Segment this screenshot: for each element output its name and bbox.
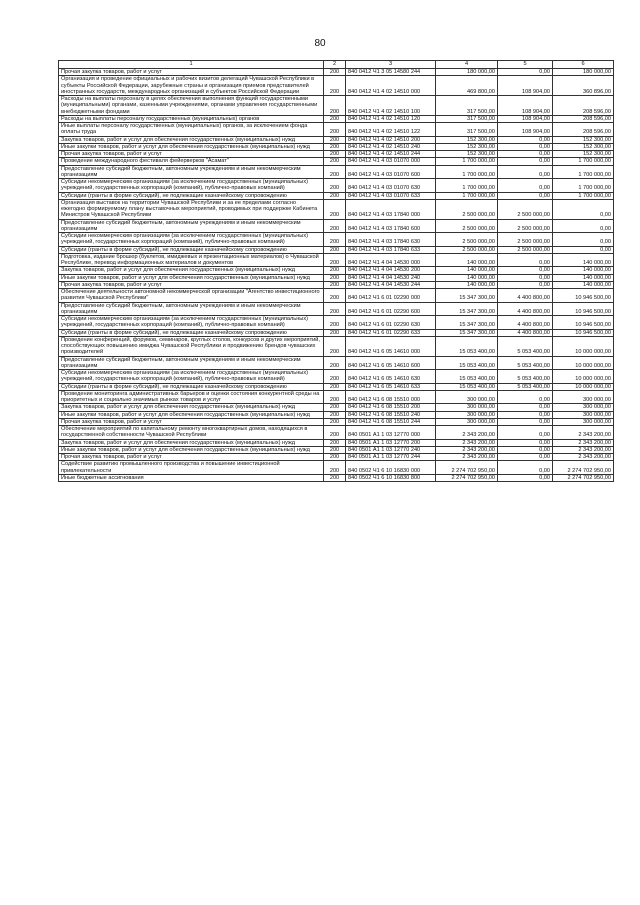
row-name: Прочая закупка товаров, работ и услуг — [59, 454, 324, 461]
row-amount-result: 208 596,00 — [553, 96, 614, 116]
row-amount-change: 2 500 000,00 — [498, 233, 553, 247]
row-amount-total: 1 700 000,00 — [436, 192, 498, 199]
row-amount-total: 2 500 000,00 — [436, 219, 498, 233]
row-amount-change: 0,00 — [498, 136, 553, 143]
row-name: Прочая закупка товаров, работ и услуг — [59, 418, 324, 425]
row-amount-change: 0,00 — [498, 192, 553, 199]
row-code: 200 — [324, 302, 346, 316]
table-row — [59, 143, 614, 150]
column-number-row — [59, 61, 614, 69]
row-amount-change: 108 904,00 — [498, 123, 553, 137]
row-name: Предоставление субсидий бюджетным, автономным учреждениям и иным некоммерческим организациям — [59, 302, 324, 316]
row-code: 200 — [324, 233, 346, 247]
row-classification: 840 0501 А1 1 03 12770 200 — [346, 439, 436, 446]
row-amount-change: 0,00 — [498, 151, 553, 158]
row-amount-total: 300 000,00 — [436, 411, 498, 418]
table-row — [59, 158, 614, 165]
row-code: 200 — [324, 69, 346, 76]
row-name: Закупка товаров, работ и услуг для обеспечения государственных (муниципальных) нужд — [59, 404, 324, 411]
table-body — [59, 61, 614, 482]
row-amount-change: 0,00 — [498, 179, 553, 193]
row-classification: 840 0412 Ч1 4 03 17840 630 — [346, 233, 436, 247]
row-amount-total: 15 347 300,00 — [436, 302, 498, 316]
row-amount-change: 0,00 — [498, 253, 553, 267]
row-amount-total: 469 800,00 — [436, 76, 498, 96]
row-amount-total: 300 000,00 — [436, 418, 498, 425]
row-classification: 840 0412 Ч1 4 02 14510 240 — [346, 143, 436, 150]
table-row — [59, 123, 614, 137]
table-row — [59, 165, 614, 179]
row-amount-change: 0,00 — [498, 439, 553, 446]
table-row — [59, 253, 614, 267]
row-amount-total: 300 000,00 — [436, 404, 498, 411]
row-amount-total: 317 500,00 — [436, 123, 498, 137]
row-code: 200 — [324, 158, 346, 165]
row-code: 200 — [324, 274, 346, 281]
row-amount-result: 10 000 000,00 — [553, 370, 614, 384]
row-amount-change: 0,00 — [498, 454, 553, 461]
row-code: 200 — [324, 316, 346, 330]
row-name: Субсидии (гранты в форме субсидий), не подлежащие казначейскому сопровождению — [59, 192, 324, 199]
row-amount-change: 5 053 400,00 — [498, 356, 553, 370]
row-code: 200 — [324, 370, 346, 384]
row-amount-change: 0,00 — [498, 411, 553, 418]
row-amount-result: 10 000 000,00 — [553, 336, 614, 356]
row-amount-total: 317 500,00 — [436, 115, 498, 122]
row-amount-change: 2 500 000,00 — [498, 199, 553, 219]
row-classification: 840 0501 А1 1 03 12770 000 — [346, 426, 436, 440]
row-amount-result: 140 000,00 — [553, 281, 614, 288]
table-row — [59, 316, 614, 330]
table-row — [59, 96, 614, 116]
row-name: Предоставление субсидий бюджетным, автономным учреждениям и иным некоммерческим организациям — [59, 356, 324, 370]
row-classification: 840 0412 Ч1 6 05 14610 000 — [346, 336, 436, 356]
row-classification: 840 0412 Ч1 6 01 02290 600 — [346, 302, 436, 316]
row-code: 200 — [324, 179, 346, 193]
row-code: 200 — [324, 219, 346, 233]
row-classification: 840 0412 Ч1 4 02 14510 244 — [346, 151, 436, 158]
row-code: 200 — [324, 267, 346, 274]
row-classification: 840 0412 Ч1 6 05 14610 633 — [346, 383, 436, 390]
row-name: Предоставление субсидий бюджетным, автономным учреждениям и иным некоммерческим организациям — [59, 165, 324, 179]
row-name: Организация выставок на территории Чувашской Республики и за ее пределами согласно ежегодно формируемому плану выставочных мероприятий, проводимых при поддержке Кабинета Министров Чувашской Республики — [59, 199, 324, 219]
row-amount-change: 0,00 — [498, 165, 553, 179]
row-code: 200 — [324, 123, 346, 137]
row-amount-total: 2 343 200,00 — [436, 439, 498, 446]
row-amount-result: 300 000,00 — [553, 404, 614, 411]
column-number: 4 — [436, 61, 498, 69]
row-amount-result: 152 300,00 — [553, 151, 614, 158]
row-amount-total: 1 700 000,00 — [436, 165, 498, 179]
row-amount-change: 0,00 — [498, 446, 553, 453]
row-amount-result: 10 946 500,00 — [553, 316, 614, 330]
row-amount-total: 1 700 000,00 — [436, 158, 498, 165]
row-amount-change: 4 400 800,00 — [498, 316, 553, 330]
row-name: Иные бюджетные ассигнования — [59, 474, 324, 481]
row-amount-total: 15 347 300,00 — [436, 329, 498, 336]
row-classification: 840 0412 Ч1 6 08 15510 200 — [346, 404, 436, 411]
row-name: Закупка товаров, работ и услуг для обеспечения государственных (муниципальных) нужд — [59, 439, 324, 446]
row-classification: 840 0412 Ч1 6 01 02290 000 — [346, 289, 436, 303]
row-code: 200 — [324, 418, 346, 425]
table-row — [59, 474, 614, 481]
row-amount-result: 1 700 000,00 — [553, 158, 614, 165]
row-classification: 840 0502 Ч1 6 10 16830 800 — [346, 474, 436, 481]
table-row — [59, 336, 614, 356]
row-amount-change: 108 904,00 — [498, 96, 553, 116]
table-row — [59, 411, 614, 418]
table-row — [59, 418, 614, 425]
row-amount-result: 1 700 000,00 — [553, 179, 614, 193]
row-code: 200 — [324, 439, 346, 446]
row-code: 200 — [324, 329, 346, 336]
row-code: 200 — [324, 411, 346, 418]
row-classification: 840 0412 Ч1 6 08 15510 244 — [346, 418, 436, 425]
row-amount-result: 152 300,00 — [553, 143, 614, 150]
row-name: Иные закупки товаров, работ и услуг для обеспечения государственных (муниципальных) нужд — [59, 411, 324, 418]
row-classification: 840 0412 Ч1 6 05 14610 600 — [346, 356, 436, 370]
row-amount-change: 108 904,00 — [498, 76, 553, 96]
row-amount-total: 300 000,00 — [436, 390, 498, 404]
row-amount-result: 2 343 200,00 — [553, 446, 614, 453]
row-name: Проведение конференций, форумов, семинаров, круглых столов, конкурсов и других мероприятий, способствующих повышению имиджа Чувашской Республики и продвижению брендов чувашских производителей — [59, 336, 324, 356]
row-amount-total: 140 000,00 — [436, 274, 498, 281]
row-amount-result: 140 000,00 — [553, 267, 614, 274]
row-amount-change: 4 400 800,00 — [498, 289, 553, 303]
row-classification: 840 0412 Ч1 6 01 02290 633 — [346, 329, 436, 336]
row-code: 200 — [324, 454, 346, 461]
row-name: Подготовка, издание брошюр (буклетов, имиджевых и презентационных материалов) о Чувашской Республике, перевод информационных материалов и документов — [59, 253, 324, 267]
row-amount-total: 152 300,00 — [436, 151, 498, 158]
row-code: 200 — [324, 165, 346, 179]
row-amount-change: 5 053 400,00 — [498, 370, 553, 384]
row-classification: 840 0502 Ч1 6 10 16830 000 — [346, 461, 436, 475]
row-amount-result: 208 596,00 — [553, 115, 614, 122]
row-amount-result: 2 343 200,00 — [553, 426, 614, 440]
table-row — [59, 267, 614, 274]
table-row — [59, 151, 614, 158]
row-name: Субсидии некоммерческим организациям (за исключением государственных (муниципальных) учреждений, государственных корпораций (компаний), публично-правовых компаний) — [59, 316, 324, 330]
row-code: 200 — [324, 474, 346, 481]
table-row — [59, 329, 614, 336]
row-amount-result: 10 000 000,00 — [553, 356, 614, 370]
page-number: 80 — [314, 38, 326, 49]
row-name: Предоставление субсидий бюджетным, автономным учреждениям и иным некоммерческим организациям — [59, 219, 324, 233]
column-number: 5 — [498, 61, 553, 69]
row-amount-result: 0,00 — [553, 199, 614, 219]
row-amount-change: 0,00 — [498, 426, 553, 440]
row-amount-total: 2 500 000,00 — [436, 199, 498, 219]
row-name: Прочая закупка товаров, работ и услуг — [59, 151, 324, 158]
row-amount-result: 10 946 500,00 — [553, 289, 614, 303]
row-code: 200 — [324, 383, 346, 390]
row-name: Прочая закупка товаров, работ и услуг — [59, 69, 324, 76]
row-amount-total: 140 000,00 — [436, 281, 498, 288]
row-amount-result: 300 000,00 — [553, 390, 614, 404]
table-row — [59, 192, 614, 199]
row-amount-change: 5 053 400,00 — [498, 336, 553, 356]
row-amount-total: 2 500 000,00 — [436, 233, 498, 247]
row-amount-change: 5 053 400,00 — [498, 383, 553, 390]
row-name: Закупка товаров, работ и услуг для обеспечения государственных (муниципальных) нужд — [59, 136, 324, 143]
row-amount-change: 0,00 — [498, 143, 553, 150]
row-amount-result: 2 274 702 950,00 — [553, 461, 614, 475]
row-amount-change: 0,00 — [498, 274, 553, 281]
row-name: Иные закупки товаров, работ и услуг для обеспечения государственных (муниципальных) нужд — [59, 274, 324, 281]
row-name: Проведение международного фестиваля фейерверков "Асамат" — [59, 158, 324, 165]
row-classification: 840 0412 Ч1 4 02 14510 122 — [346, 123, 436, 137]
row-code: 200 — [324, 192, 346, 199]
row-classification: 840 0412 Ч1 6 08 15510 240 — [346, 411, 436, 418]
row-name: Содействие развитию промышленного производства и повышение инвестиционной привлекательности — [59, 461, 324, 475]
row-classification: 840 0412 Ч1 4 04 14530 240 — [346, 274, 436, 281]
row-name: Расходы на выплаты персоналу в целях обеспечения выполнения функций государственными (муниципальными) органами, казенными учреждениями, органами управления государственными внебюджетными фондами — [59, 96, 324, 116]
row-amount-result: 0,00 — [553, 246, 614, 253]
row-classification: 840 0412 Ч1 4 02 14510 200 — [346, 136, 436, 143]
row-classification: 840 0412 Ч1 4 04 14530 200 — [346, 267, 436, 274]
row-name: Субсидии некоммерческим организациям (за исключением государственных (муниципальных) учреждений, государственных корпораций (компаний), публично-правовых компаний) — [59, 233, 324, 247]
table-row — [59, 199, 614, 219]
row-name: Расходы на выплаты персоналу государственных (муниципальных) органов — [59, 115, 324, 122]
row-amount-change: 0,00 — [498, 281, 553, 288]
row-classification: 840 0412 Ч1 3 05 14580 244 — [346, 69, 436, 76]
row-amount-total: 2 343 200,00 — [436, 446, 498, 453]
row-amount-result: 10 000 000,00 — [553, 383, 614, 390]
row-amount-result: 360 896,00 — [553, 76, 614, 96]
row-amount-total: 15 053 400,00 — [436, 336, 498, 356]
row-classification: 840 0412 Ч1 4 02 14510 100 — [346, 96, 436, 116]
column-number: 3 — [346, 61, 436, 69]
row-amount-change: 0,00 — [498, 474, 553, 481]
row-code: 200 — [324, 143, 346, 150]
table-row — [59, 454, 614, 461]
row-amount-total: 15 053 400,00 — [436, 370, 498, 384]
table-row — [59, 302, 614, 316]
table-row — [59, 219, 614, 233]
row-amount-total: 2 274 702 950,00 — [436, 461, 498, 475]
row-amount-total: 140 000,00 — [436, 253, 498, 267]
table-row — [59, 274, 614, 281]
row-amount-result: 180 000,00 — [553, 69, 614, 76]
table-row — [59, 233, 614, 247]
row-code: 200 — [324, 115, 346, 122]
row-classification: 840 0501 А1 1 03 12770 240 — [346, 446, 436, 453]
table-row — [59, 289, 614, 303]
row-code: 200 — [324, 289, 346, 303]
row-amount-total: 1 700 000,00 — [436, 179, 498, 193]
row-code: 200 — [324, 404, 346, 411]
row-classification: 840 0412 Ч1 4 02 14510 120 — [346, 115, 436, 122]
row-amount-change: 0,00 — [498, 267, 553, 274]
row-code: 200 — [324, 446, 346, 453]
row-amount-result: 300 000,00 — [553, 411, 614, 418]
table-row — [59, 115, 614, 122]
row-amount-total: 2 500 000,00 — [436, 246, 498, 253]
table-row — [59, 461, 614, 475]
row-name: Закупка товаров, работ и услуг для обеспечения государственных (муниципальных) нужд — [59, 267, 324, 274]
table-row — [59, 390, 614, 404]
row-amount-total: 317 500,00 — [436, 96, 498, 116]
row-amount-result: 0,00 — [553, 233, 614, 247]
row-amount-total: 2 343 200,00 — [436, 454, 498, 461]
row-name: Иные закупки товаров, работ и услуг для обеспечения государственных (муниципальных) нужд — [59, 143, 324, 150]
row-name: Субсидии (гранты в форме субсидий), не подлежащие казначейскому сопровождению — [59, 329, 324, 336]
row-amount-total: 2 274 702 950,00 — [436, 474, 498, 481]
row-classification: 840 0412 Ч1 6 05 14610 630 — [346, 370, 436, 384]
row-amount-change: 0,00 — [498, 418, 553, 425]
row-amount-result: 1 700 000,00 — [553, 165, 614, 179]
row-code: 200 — [324, 390, 346, 404]
row-name: Организация и проведение официальных и рабочих визитов делегаций Чувашской Республики в субъекты Российской Федерации, зарубежные страны и организация приемов представителей иностранных государств, международных организаций и субъектов Российской Федерации — [59, 76, 324, 96]
row-classification: 840 0412 Ч1 4 04 14530 244 — [346, 281, 436, 288]
row-code: 200 — [324, 253, 346, 267]
table-row — [59, 383, 614, 390]
column-number: 1 — [59, 61, 324, 69]
table-row — [59, 356, 614, 370]
column-number: 6 — [553, 61, 614, 69]
row-code: 200 — [324, 426, 346, 440]
row-code: 200 — [324, 246, 346, 253]
row-amount-total: 152 300,00 — [436, 143, 498, 150]
column-number: 2 — [324, 61, 346, 69]
row-classification: 840 0412 Ч1 6 08 15510 000 — [346, 390, 436, 404]
row-amount-result: 2 343 200,00 — [553, 439, 614, 446]
row-amount-result: 10 946 500,00 — [553, 302, 614, 316]
table-row — [59, 439, 614, 446]
table-row — [59, 76, 614, 96]
table-row — [59, 136, 614, 143]
row-amount-change: 0,00 — [498, 404, 553, 411]
row-amount-change: 0,00 — [498, 158, 553, 165]
row-name: Иные закупки товаров, работ и услуг для обеспечения государственных (муниципальных) нужд — [59, 446, 324, 453]
row-name: Прочая закупка товаров, работ и услуг — [59, 281, 324, 288]
table-row — [59, 404, 614, 411]
row-code: 200 — [324, 96, 346, 116]
row-code: 200 — [324, 76, 346, 96]
row-classification: 840 0412 Ч1 6 01 02290 630 — [346, 316, 436, 330]
row-classification: 840 0412 Ч1 4 03 01070 000 — [346, 158, 436, 165]
row-classification: 840 0412 Ч1 4 04 14530 000 — [346, 253, 436, 267]
row-amount-change: 4 400 800,00 — [498, 302, 553, 316]
row-code: 200 — [324, 461, 346, 475]
row-classification: 840 0501 А1 1 03 12770 244 — [346, 454, 436, 461]
row-amount-change: 0,00 — [498, 69, 553, 76]
row-name: Субсидии (гранты в форме субсидий), не подлежащие казначейскому сопровождению — [59, 246, 324, 253]
row-classification: 840 0412 Ч1 4 03 17840 600 — [346, 219, 436, 233]
row-amount-change: 108 904,00 — [498, 115, 553, 122]
row-amount-result: 2 274 702 950,00 — [553, 474, 614, 481]
row-name: Субсидии (гранты в форме субсидий), не подлежащие казначейскому сопровождению — [59, 383, 324, 390]
row-classification: 840 0412 Ч1 4 02 14510 000 — [346, 76, 436, 96]
row-amount-result: 140 000,00 — [553, 253, 614, 267]
row-amount-result: 152 300,00 — [553, 136, 614, 143]
row-classification: 840 0412 Ч1 4 03 17840 000 — [346, 199, 436, 219]
row-amount-total: 15 053 400,00 — [436, 356, 498, 370]
row-amount-result: 208 596,00 — [553, 123, 614, 137]
row-amount-result: 300 000,00 — [553, 418, 614, 425]
row-name: Иные выплаты персоналу государственных (муниципальных) органов, за исключением фонда оплаты труда — [59, 123, 324, 137]
row-amount-total: 15 347 300,00 — [436, 289, 498, 303]
row-name: Проведение мониторинга административных барьеров и оценки состояния конкурентной среды на приоритетных и социально значимых рынках товаров и услуг — [59, 390, 324, 404]
row-amount-change: 0,00 — [498, 461, 553, 475]
table-row — [59, 69, 614, 76]
row-amount-result: 10 946 500,00 — [553, 329, 614, 336]
row-amount-total: 140 000,00 — [436, 267, 498, 274]
table-row — [59, 281, 614, 288]
row-amount-change: 2 500 000,00 — [498, 246, 553, 253]
budget-table — [58, 60, 614, 482]
row-amount-total: 152 300,00 — [436, 136, 498, 143]
row-amount-result: 1 700 000,00 — [553, 192, 614, 199]
row-code: 200 — [324, 136, 346, 143]
row-amount-change: 0,00 — [498, 390, 553, 404]
table-row — [59, 370, 614, 384]
row-code: 200 — [324, 281, 346, 288]
row-amount-total: 15 347 300,00 — [436, 316, 498, 330]
row-code: 200 — [324, 336, 346, 356]
table-row — [59, 246, 614, 253]
row-classification: 840 0412 Ч1 4 03 01070 600 — [346, 165, 436, 179]
row-amount-total: 2 343 200,00 — [436, 426, 498, 440]
row-name: Обеспечение деятельности автономной некоммерческой организации "Агентство инвестиционного развития Чувашской Республики" — [59, 289, 324, 303]
row-amount-total: 180 000,00 — [436, 69, 498, 76]
row-name: Обеспечение мероприятий по капитальному ремонту многоквартирных домов, находящихся в государственной собственности Чувашской Республики — [59, 426, 324, 440]
row-amount-total: 15 053 400,00 — [436, 383, 498, 390]
row-amount-result: 2 343 200,00 — [553, 454, 614, 461]
row-name: Субсидии некоммерческим организациям (за исключением государственных (муниципальных) учреждений, государственных корпораций (компаний), публично-правовых компаний) — [59, 370, 324, 384]
row-classification: 840 0412 Ч1 4 03 17840 633 — [346, 246, 436, 253]
row-name: Субсидии некоммерческим организациям (за исключением государственных (муниципальных) учреждений, государственных корпораций (компаний), публично-правовых компаний) — [59, 179, 324, 193]
row-code: 200 — [324, 199, 346, 219]
table-row — [59, 179, 614, 193]
row-code: 200 — [324, 356, 346, 370]
row-amount-result: 140 000,00 — [553, 274, 614, 281]
row-amount-change: 2 500 000,00 — [498, 219, 553, 233]
row-classification: 840 0412 Ч1 4 03 01070 630 — [346, 179, 436, 193]
row-amount-result: 0,00 — [553, 219, 614, 233]
table-row — [59, 446, 614, 453]
row-classification: 840 0412 Ч1 4 03 01070 633 — [346, 192, 436, 199]
row-code: 200 — [324, 151, 346, 158]
table-row — [59, 426, 614, 440]
row-amount-change: 4 400 800,00 — [498, 329, 553, 336]
